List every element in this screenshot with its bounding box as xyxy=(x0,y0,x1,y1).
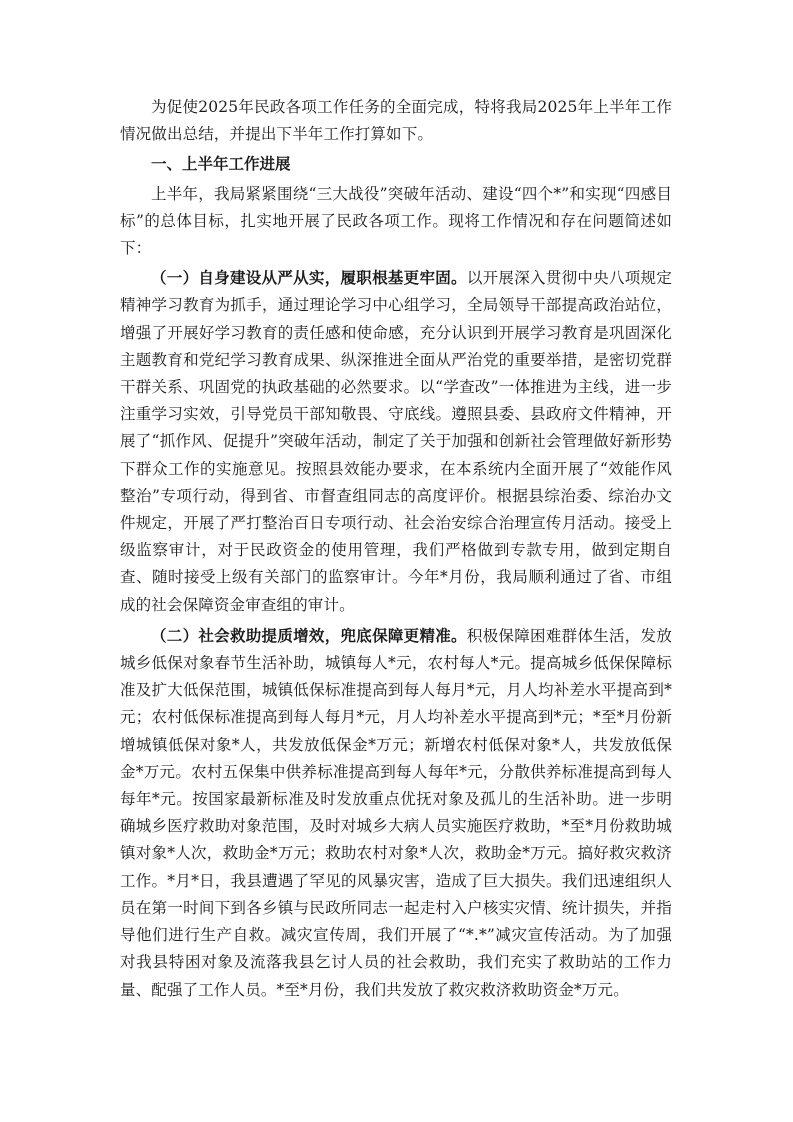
section-one-body: 以开展深入贯彻中央八项规定精神学习教育为抓手，通过理论学习中心组学习，全局领导干部提高政治站位，增强了开展好学习教育的责任感和使命感，充分认识到开展学习教育是巩固深化主题教育和党纪学习教育成果、纵深推进全面从严治党的重要举措，是密切党群干群关系、巩固党的执政基础的必然要求。以“学查改”一体推进为主线，进一步注重学习实效，引导党员干部知敬畏、守底线。遵照县委、县政府文件精神，开展了“抓作风、促提升”突破年活动，制定了关于加强和创新社会管理做好新形势下群众工作的实施意见。按照县效能办要求，在本系统内全面开展了“效能作风整治”专项行动，得到省、市督查组同志的高度评价。根据县综治委、综治办文件规定，开展了严打整治百日专项行动、社会治安综合治理宣传月活动。接受上级监察审计，对于民政资金的使用管理，我们严格做到专款专用，做到定期自查、随时接受上级有关部门的监察审计。今年*月份，我局顺利通过了省、市组成的社会保障资金审查组的审计。 xyxy=(120,269,672,614)
section-two-paragraph xyxy=(120,623,672,1004)
section-heading: 一、上半年工作进展 xyxy=(151,155,291,174)
intro-paragraph: 为促使2025年民政各项工作任务的全面完成，特将我局2025年上半年工作情况做出总结，并提出下半年工作打算如下。 xyxy=(120,98,672,144)
section-one-paragraph xyxy=(120,265,672,619)
section-one-lead: （一）自身建设从严从实，履职根基更牢固。 xyxy=(151,269,467,288)
document-page xyxy=(120,94,672,1008)
section-two-lead: （二）社会救助提质增效，兜底保障更精准。 xyxy=(151,626,467,645)
section-two-body: 积极保障困难群体生活，发放城乡低保对象春节生活补助，城镇每人*元，农村每人*元。提高城乡低保保障标准及扩大低保范围，城镇低保标准提高到每人每月*元，月人均补差水平提高到*元；农村低保标准提高到每人每月*元，月人均补差水平提高到*元；*至*月份新增城镇低保对象*人，共发放低保金*万元；新增农村低保对象*人，共发放低保金*万元。农村五保集中供养标准提高到每人每年*元，分散供养标准提高到每人每年*元。按国家最新标准及时发放重点优抚对象及孤儿的生活补助。进一步明确城乡医疗救助对象范围，及时对城乡大病人员实施医疗救助，*至*月份救助城镇对象*人次，救助金*万元；救助农村对象*人次，救助金*万元。搞好救灾救济工作。*月*日，我县遭遇了罕见的风暴灾害，造成了巨大损失。我们迅速组织人员在第一时间下到各乡镇与民政所同志一起走村入户核实灾情、统计损失，并指导他们进行生产自救。减灾宣传周，我们开展了“*.*”减灾宣传活动。为了加强对我县特困对象及流落我县乞讨人员的社会救助，我们充实了救助站的工作力量、配强了工作人员。*至*月份，我们共发放了救灾救济救助资金*万元。 xyxy=(120,626,672,999)
overview-paragraph: 上半年，我局紧紧围绕“三大战役”突破年活动、建设“四个*”和实现“四感目标”的总体目标，扎实地开展了民政各项工作。现将工作情况和存在问题简述如下： xyxy=(120,184,672,258)
